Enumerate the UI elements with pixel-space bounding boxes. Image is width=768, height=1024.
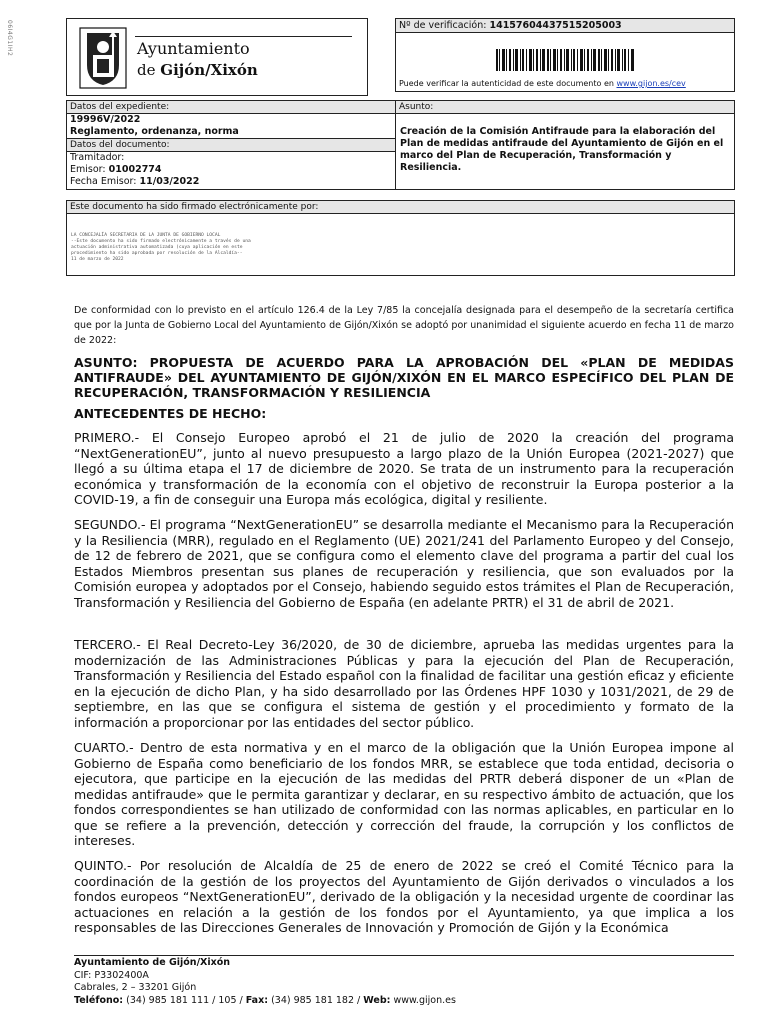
asunto-box xyxy=(395,100,735,190)
footer-web-label: Web: xyxy=(363,994,391,1006)
emisor-line xyxy=(67,164,395,176)
intro-paragraph: De conformidad con lo previsto en el artículo 126.4 de la Ley 7/85 la concejalía designada para el desempeño de la secretaría certifica que por la Junta de Gobierno Local del Ayuntamiento de Gijón/Xixón se adoptó por unanimidad el siguiente acuerdo en fecha 11 de marzo de 2022: xyxy=(74,305,734,346)
fecha-label: Fecha Emisor: xyxy=(70,176,137,187)
coat-of-arms-icon xyxy=(79,27,127,89)
signature-header: Este documento ha sido firmado electrónicamente por: xyxy=(67,201,734,214)
org-de: de xyxy=(137,61,156,79)
logo-rule xyxy=(135,36,352,37)
footer-rule xyxy=(74,955,734,956)
footer-cif: CIF: P3302400A xyxy=(74,969,149,981)
paragraph-segundo: SEGUNDO.- El programa “NextGenerationEU” se desarrolla mediante el Mecanismo para la Recuperación y la Resiliencia (MRR), regulado en el Reglamento (UE) 2021/241 del Parlamento Europeo y del Consejo, de 12 de febrero de 2021, que se configura como el elemento clave del programa a partir del cual los Estados Miembros presentan sus planes de recuperación y resiliencia, que son evaluados por la Comisión europea y adoptados por el Consejo, habiendo seguido estos trámites el Plan de Recuperación, Transformación y Resiliencia del Gobierno de España (en adelante PRTR) el 31 de abril de 2021. xyxy=(74,517,734,610)
signature-box xyxy=(66,200,735,276)
verification-number: 14157604437515205003 xyxy=(489,20,622,31)
org-city: Gijón/Xixón xyxy=(160,61,258,79)
footer-tel-value: (34) 985 181 111 / 105 / xyxy=(126,994,243,1006)
org-name-line1: Ayuntamiento xyxy=(137,39,250,58)
footer-org: Ayuntamiento de Gijón/Xixón xyxy=(74,957,231,968)
footer-fax-value: (34) 985 181 182 / xyxy=(271,994,361,1006)
expediente-number: 19996V/2022 xyxy=(70,114,141,125)
footer xyxy=(74,957,456,1007)
footer-fax-label: Fax: xyxy=(245,994,269,1006)
verification-note-text: Puede verificar la autenticidad de este documento en xyxy=(399,79,614,88)
asunto-header: Asunto: xyxy=(396,101,734,114)
antecedentes-heading: ANTECEDENTES DE HECHO: xyxy=(74,406,267,421)
document-side-code: 06I4G1IH2 xyxy=(6,20,13,57)
barcode-icon xyxy=(496,49,634,71)
expediente-header: Datos del expediente: xyxy=(67,101,395,114)
fecha-value: 11/03/2022 xyxy=(139,176,200,187)
verification-header xyxy=(396,19,734,33)
verification-label: Nº de verificación: xyxy=(399,20,487,31)
document-data-header: Datos del documento: xyxy=(67,138,395,152)
footer-web-link[interactable]: www.gijon.es xyxy=(393,994,456,1006)
footer-contact xyxy=(74,995,456,1008)
paragraph-tercero: TERCERO.- El Real Decreto-Ley 36/2020, de 30 de diciembre, aprueba las medidas urgentes para la modernización de las Administraciones Públicas y para la ejecución del Plan de Recuperación, Transformación y Resiliencia del Estado español con la finalidad de facilitar una gestión eficaz y eficiente en la ejecución de dicho Plan, y ha sido desarrollado por las Órdenes HPF 1030 y 1031/2021, de 29 de septiembre, en las que se configura el sistema de gestión y el procedimiento y formato de la información a proporcionar por las entidades del sector público. xyxy=(74,637,734,730)
verification-link[interactable]: www.gijon.es/cev xyxy=(616,79,686,88)
footer-address: Cabrales, 2 – 33201 Gijón xyxy=(74,982,197,993)
paragraph-cuarto: CUARTO.- Dentro de esta normativa y en el marco de la obligación que la Unión Europea impone al Gobierno de España como beneficiario de los fondos MRR, se establece que toda entidad, decisoria o ejecutora, que participe en la ejecución de las medidas del PRTR deberá disponer de un «Plan de medidas antifraude» que le permita garantizar y declarar, en su respectivo ámbito de actuación, que los fondos correspondientes se han utilizado de conformidad con las normas aplicables, en particular en lo que se refiere a la prevención, detección y corrección del fraude, la corrupción y los conflictos de intereses. xyxy=(74,740,734,848)
municipal-logo-block xyxy=(66,18,368,96)
footer-tel-label: Teléfono: xyxy=(74,994,124,1006)
emisor-value: 01002774 xyxy=(108,164,162,175)
expediente-box xyxy=(66,100,396,190)
signature-text: LA CONCEJALÍA SECRETARIA DE LA JUNTA DE GOBIERNO LOCAL --Este documento ha sido firmado electrónicamente a través de una actuación administrativa automatizada (cuya aplicación en este procedimiento ha sido aprobada por resolución de la Alcaldía-- 11 de marzo de 2022 xyxy=(71,233,251,262)
expediente-type: Reglamento, ordenanza, norma xyxy=(70,126,239,137)
subject-heading: ASUNTO: PROPUESTA DE ACUERDO PARA LA APROBACIÓN DEL «PLAN DE MEDIDAS ANTIFRAUDE» DEL AYUNTAMIENTO DE GIJÓN/XIXÓN EN EL MARCO ESPECÍFICO DEL PLAN DE RECUPERACIÓN, TRANSFORMACIÓN Y RESILIENCIA xyxy=(74,355,734,400)
verification-box xyxy=(395,18,735,92)
emisor-label: Emisor: xyxy=(70,164,106,175)
fecha-line xyxy=(67,176,395,188)
tramitador-label: Tramitador: xyxy=(70,152,125,163)
verification-note xyxy=(399,79,686,88)
paragraph-primero: PRIMERO.- El Consejo Europeo aprobó el 21 de julio de 2020 la creación del programa “NextGenerationEU”, junto al nuevo presupuesto a largo plazo de la Unión Europea (2021-2027) que llegó a su última etapa el 17 de diciembre de 2020. Se trata de un instrumento para la recuperación económica y transformación de la economía con el objetivo de reconstruir la Europa posterior a la COVID-19, a fin de conseguir una Europa más ecológica, digital y resiliente. xyxy=(74,430,734,507)
org-name-line2 xyxy=(137,61,258,79)
asunto-text: Creación de la Comisión Antifraude para la elaboración del Plan de medidas antifraude del Ayuntamiento de Gijón en el marco del Plan de Recuperación, Transformación y Resiliencia. xyxy=(400,126,724,173)
paragraph-quinto: QUINTO.- Por resolución de Alcaldía de 25 de enero de 2022 se creó el Comité Técnico para la coordinación de la gestión de los proyectos del Ayuntamiento de Gijón derivados o vinculados a los fondos europeos “NextGenerationEU”, derivado de la obligación y la necesidad urgente de coordinar las actuaciones en relación a la gestión de los fondos por el Ayuntamiento, ya que implica a los responsables de las Direcciones Generales de Innovación y Promoción de Gijón y la Económica xyxy=(74,858,734,935)
